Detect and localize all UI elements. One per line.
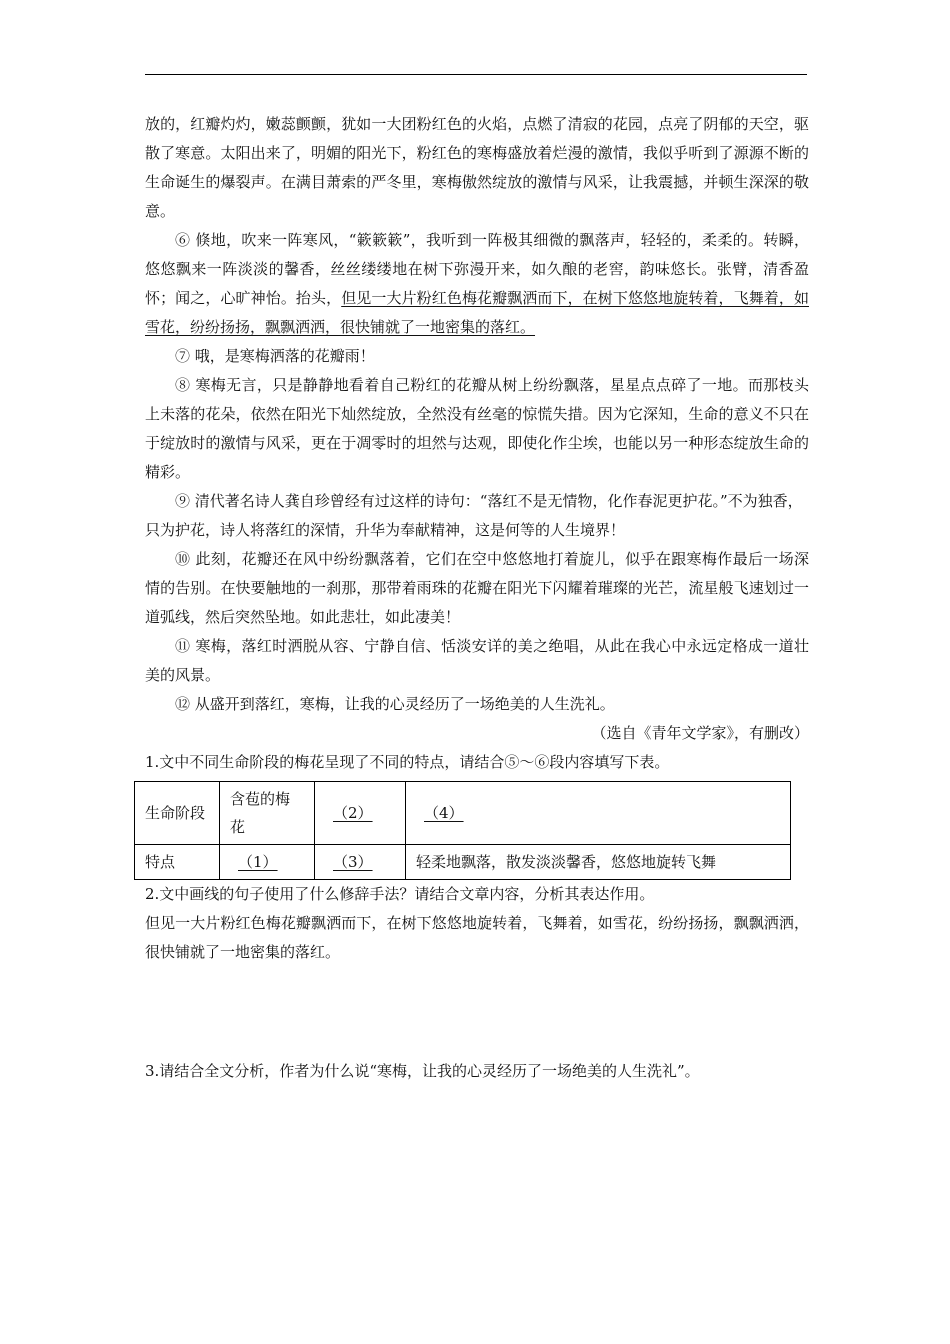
source-note: （选自《青年文学家》，有删改） [591, 724, 809, 742]
table-row [135, 845, 791, 880]
header-rule [145, 74, 807, 75]
question-2: 2.文中画线的句子使用了什么修辞手法？请结合文章内容，分析其表达作用。 [145, 885, 655, 903]
table-header-stage: 生命阶段 [135, 782, 220, 845]
table-row [135, 782, 791, 845]
answer-space[interactable] [145, 967, 809, 1057]
paragraph-9: ⑨ 清代著名诗人龚自珍曾经有过这样的诗句：“落红不是无情物，化作春泥更护花。”不为独香，只为护花，诗人将落红的深情，升华为奉献精神，这是何等的人生境界！ [145, 492, 803, 539]
paragraph-11: ⑪ 寒梅，落红时洒脱从容、宁静自信、恬淡安详的美之绝唱，从此在我心中永远定格成一道壮美的风景。 [145, 637, 809, 684]
underlined-sentence: 但见一大片粉红色梅花瓣飘洒而下，在树下悠悠地旋转着，飞舞着，如雪花，纷纷扬扬，飘飘洒洒，很快铺就了一地密集的落红。 [145, 289, 809, 336]
blank-2[interactable]: （2） [333, 804, 373, 822]
blank-1[interactable]: （1） [238, 853, 278, 871]
paragraph-12: ⑫ 从盛开到落红，寒梅，让我的心灵经历了一场绝美的人生洗礼。 [175, 695, 615, 713]
table-cell-feature-answer: 轻柔地飘落，散发淡淡馨香，悠悠地旋转飞舞 [406, 845, 791, 880]
answer-table [134, 781, 791, 880]
question-1: 1.文中不同生命阶段的梅花呈现了不同的特点，请结合⑤～⑥段内容填写下表。 [145, 753, 670, 771]
paragraph-8: ⑧ 寒梅无言，只是静静地看着自己粉红的花瓣从树上纷纷飘落，星星点点碎了一地。而那枝头上未落的花朵，依然在阳光下灿然绽放，全然没有丝毫的惊慌失措。因为它深知，生命的意义不只在于绽放时的激情与风采，更在于凋零时的坦然与达观，即使化作尘埃，也能以另一种形态绽放生命的精彩。 [145, 376, 809, 481]
paragraph-5-continued: 放的，红瓣灼灼，嫩蕊颤颤，犹如一大团粉红色的火焰，点燃了清寂的花园，点亮了阴郁的天空，驱散了寒意。太阳出来了，明媚的阳光下，粉红色的寒梅盛放着烂漫的激情，我似乎听到了源源不断的生命诞生的爆裂声。在满目萧索的严冬里，寒梅傲然绽放的激情与风采，让我震撼，并顿生深深的敬意。 [145, 115, 809, 220]
table-header-feature: 特点 [135, 845, 220, 880]
question-2-quote: 但见一大片粉红色梅花瓣飘洒而下，在树下悠悠地旋转着，飞舞着，如雪花，纷纷扬扬，飘飘洒洒，很快铺就了一地密集的落红。 [145, 914, 809, 961]
paragraph-6 [145, 226, 809, 342]
question-3: 3.请结合全文分析，作者为什么说“寒梅，让我的心灵经历了一场绝美的人生洗礼”。 [145, 1062, 700, 1080]
blank-4[interactable]: （4） [424, 804, 464, 822]
blank-3[interactable]: （3） [333, 853, 373, 871]
table-cell-bud: 含苞的梅花 [220, 782, 315, 845]
paragraph-6-text: ⑥ 倏地，吹来一阵寒风，“簌簌簌”，我听到一阵极其细微的飘落声，轻轻的，柔柔的。转瞬，悠悠飘来一阵淡淡的馨香，丝丝缕缕地在树下弥漫开来，如久酿的老窖，韵味悠长。张臂，清香盈怀；闻之，心旷神怡。抬头， [145, 231, 809, 307]
paragraph-10: ⑩ 此刻，花瓣还在风中纷纷飘落着，它们在空中悠悠地打着旋儿，似乎在跟寒梅作最后一场深情的告别。在快要触地的一刹那，那带着雨珠的花瓣在阳光下闪耀着璀璨的光芒，流星般飞速划过一道弧线，然后突然坠地。如此悲壮，如此凄美！ [145, 550, 809, 626]
paragraph-7: ⑦ 哦，是寒梅洒落的花瓣雨！ [175, 347, 375, 365]
document-body [145, 110, 809, 1086]
